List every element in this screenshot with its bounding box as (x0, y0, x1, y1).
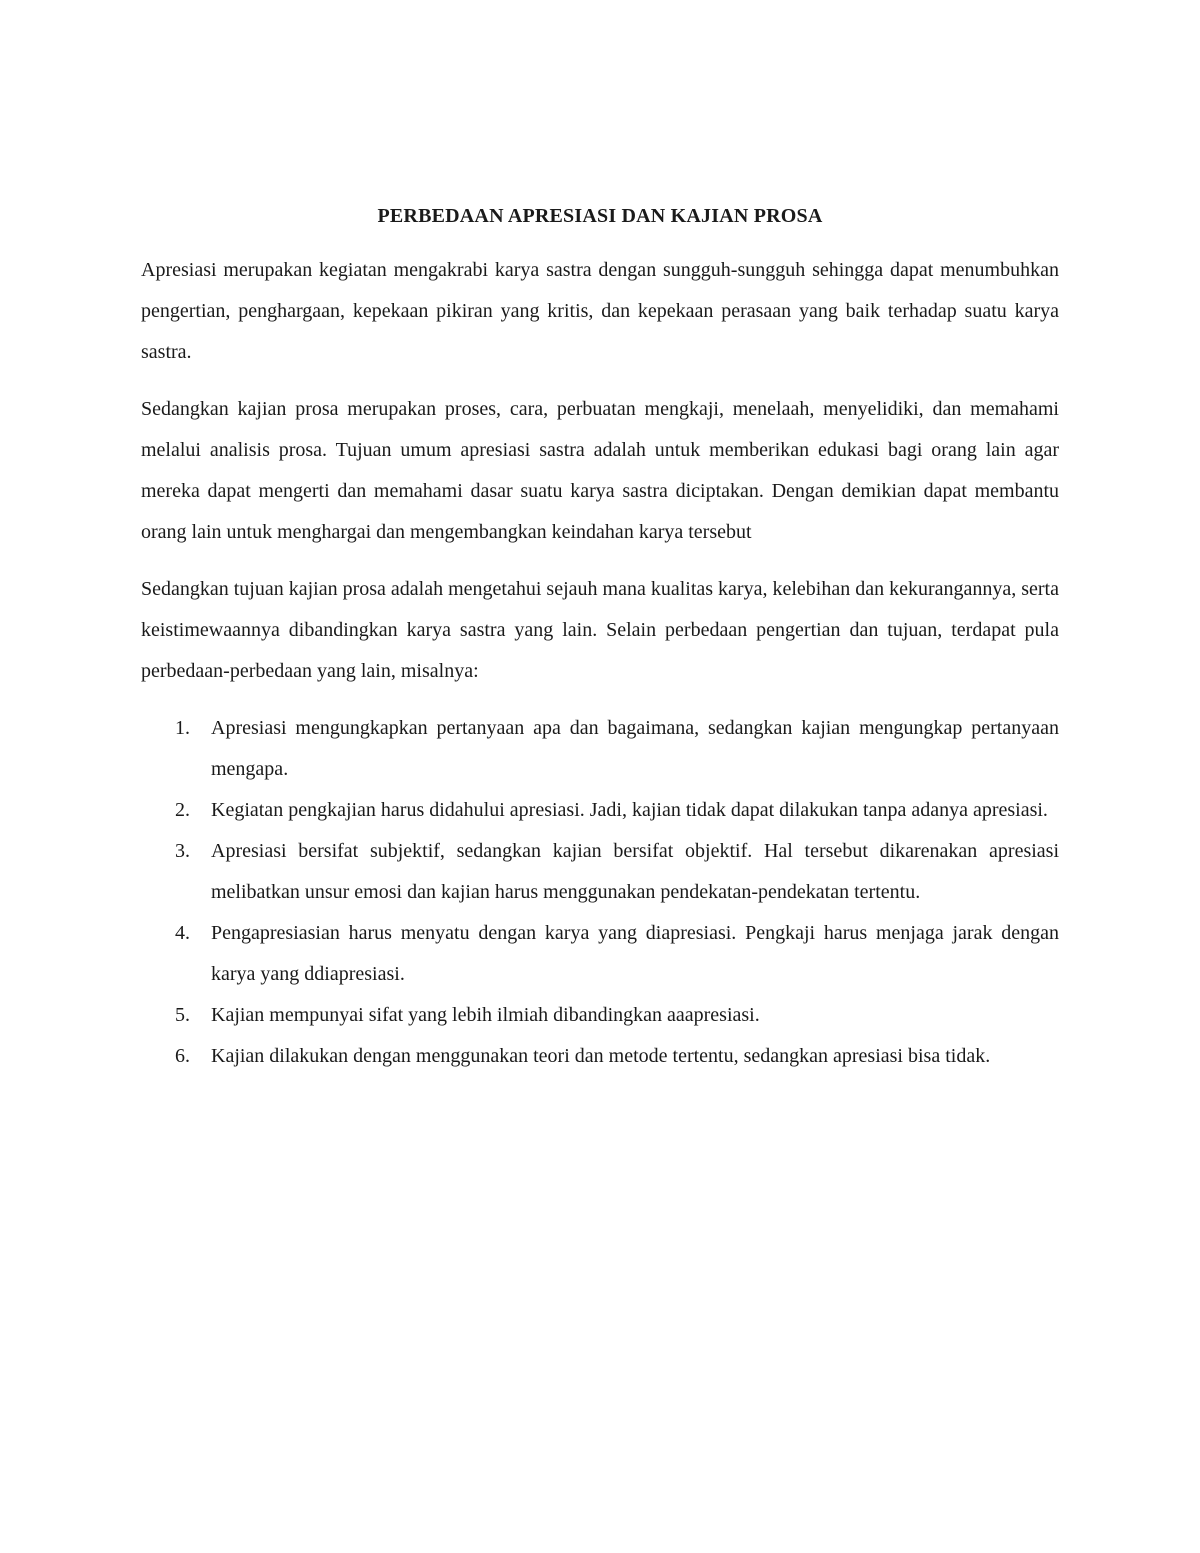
list-item-text: Pengapresiasian harus menyatu dengan karya yang diapresiasi. Pengkaji harus menjaga jarak dengan karya yang ddiapresiasi. (211, 922, 1059, 985)
list-item (141, 708, 1059, 790)
list-item (141, 790, 1059, 831)
list-item (141, 995, 1059, 1036)
list-item-number: 2. (175, 799, 190, 821)
list-item-text: Apresiasi mengungkapkan pertanyaan apa dan bagaimana, sedangkan kajian mengungkap pertanyaan mengapa. (211, 717, 1059, 780)
list-item-number: 4. (175, 922, 190, 944)
list-item (141, 913, 1059, 995)
list-item-text: Apresiasi bersifat subjektif, sedangkan kajian bersifat objektif. Hal tersebut dikarenakan apresiasi melibatkan unsur emosi dan kajian harus menggunakan pendekatan-pendekatan tertentu. (211, 840, 1059, 903)
paragraph-apresiasi-definition: Apresiasi merupakan kegiatan mengakrabi karya sastra dengan sungguh-sungguh sehingga dapat menumbuhkan pengertian, penghargaan, kepekaan pikiran yang kritis, dan kepekaan perasaan yang baik terhadap suatu karya sastra. (141, 259, 1059, 363)
list-item-text: Kajian dilakukan dengan menggunakan teori dan metode tertentu, sedangkan apresiasi bisa tidak. (211, 1045, 991, 1067)
differences-list (141, 708, 1059, 1077)
list-item-text: Kegiatan pengkajian harus didahului apresiasi. Jadi, kajian tidak dapat dilakukan tanpa adanya apresiasi. (211, 799, 1048, 821)
document-title: PERBEDAAN APRESIASI DAN KAJIAN PROSA (377, 205, 823, 227)
list-item-number: 1. (175, 717, 190, 739)
list-item-text: Kajian mempunyai sifat yang lebih ilmiah dibandingkan aaapresiasi. (211, 1004, 760, 1026)
list-item-number: 5. (175, 1004, 190, 1026)
list-item (141, 831, 1059, 913)
paragraph-kajian-purpose: Sedangkan tujuan kajian prosa adalah mengetahui sejauh mana kualitas karya, kelebihan dan kekurangannya, serta keistimewaannya dibandingkan karya sastra yang lain. Selain perbedaan pengertian dan tujuan, terdapat pula perbedaan-perbedaan yang lain, misalnya: (141, 578, 1059, 682)
list-item-number: 6. (175, 1045, 190, 1067)
list-item-number: 3. (175, 840, 190, 862)
paragraph-kajian-definition: Sedangkan kajian prosa merupakan proses, cara, perbuatan mengkaji, menelaah, menyelidiki, dan memahami melalui analisis prosa. Tujuan umum apresiasi sastra adalah untuk memberikan edukasi bagi orang lain agar mereka dapat mengerti dan memahami dasar suatu karya sastra diciptakan. Dengan demikian dapat membantu orang lain untuk menghargai dan mengembangkan keindahan karya tersebut (141, 398, 1059, 543)
list-item (141, 1036, 1059, 1077)
document-page (141, 196, 1059, 1077)
